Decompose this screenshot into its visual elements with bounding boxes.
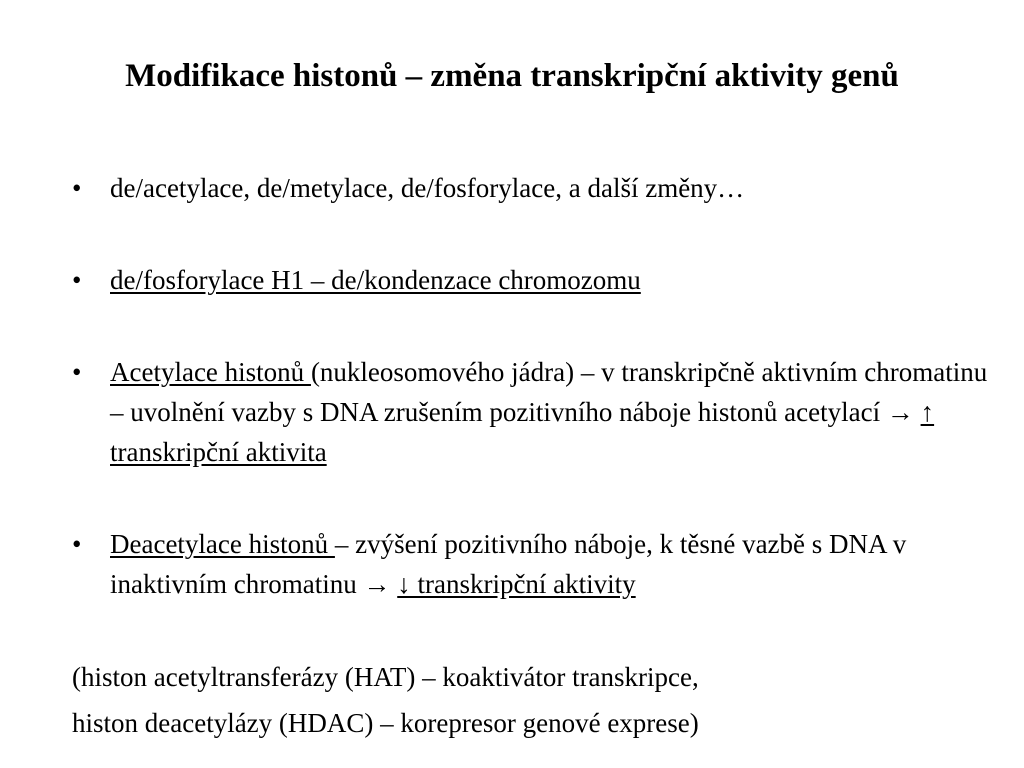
- bullet-list: [72, 168, 1002, 604]
- note-line-hdac: histon deacetylázy (HDAC) – korepresor genové exprese): [72, 708, 699, 738]
- bullet-marker: •: [72, 173, 82, 203]
- bullet-item-phosphorylation: [72, 260, 1002, 300]
- deacetylation-term: Deacetylace histonů: [110, 529, 335, 559]
- slide-title: Modifikace histonů – změna transkripční aktivity genů: [125, 58, 899, 94]
- deacetylation-result: ↓ transkripční aktivity: [397, 569, 636, 599]
- bullet-marker: •: [72, 529, 82, 559]
- bullet-text: de/acetylace, de/metylace, de/fosforylace, a další změny…: [110, 173, 745, 203]
- enzyme-notes: [72, 654, 699, 746]
- acetylation-result: ↑ transkripční aktivita: [110, 397, 935, 467]
- bullet-item-acetylation: [72, 352, 1002, 472]
- bullet-marker: •: [72, 357, 82, 387]
- acetylation-description: (nukleosomového jádra) – v transkripčně aktivním chromatinu – uvolnění vazby s DNA zrušením pozitivního náboje histonů acetylací →: [110, 357, 988, 427]
- bullet-text-underlined: de/fosforylace H1 – de/kondenzace chromozomu: [110, 265, 641, 295]
- bullet-marker: •: [72, 265, 82, 295]
- bullet-item-deacetylation: [72, 524, 1002, 604]
- deacetylation-description: – zvýšení pozitivního náboje, k těsné vazbě s DNA v inaktivním chromatinu →: [110, 529, 907, 599]
- acetylation-term: Acetylace histonů: [110, 357, 311, 387]
- bullet-item-modifications: [72, 168, 1002, 208]
- note-line-hat: (histon acetyltransferázy (HAT) – koaktivátor transkripce,: [72, 662, 699, 692]
